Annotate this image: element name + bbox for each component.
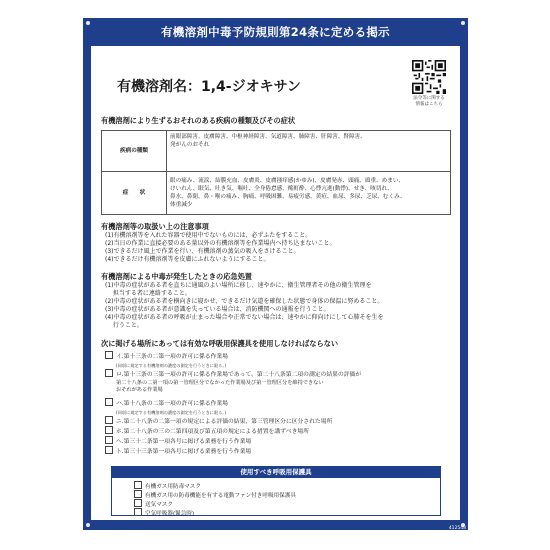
place-item-ha: ハ.第十八条の二第一項の許可に係る作業場 (同項に規定する有機溶剤の濃度の測定を行うときに限る。) — [105, 398, 228, 416]
symptom-label: 症 状 — [102, 172, 167, 215]
place-item-i: イ.第十三条の二第一項の許可に係る作業場 (同項に規定する有機溶剤の濃度の測定を行うときに限る。) — [105, 351, 228, 369]
checkbox[interactable] — [134, 508, 142, 516]
place-item-ni: ニ.第二十八条の二第一項の規定による評価の結果、第三管理区分に区分された場所 — [105, 416, 332, 427]
solvent-name: 有機溶剤名：1,4-ジオキサン — [117, 79, 301, 95]
place-item-ho: ホ.第二十八条の三の二第四項及び第五項の規定による措置を講ずべき場所 — [105, 426, 309, 437]
product-code: 412548 — [448, 526, 466, 531]
disease-type-label: 疾病の種類 — [102, 131, 167, 172]
respirator-item: 有機ガス用防毒マスク — [134, 481, 201, 490]
handling-list: (1)有機溶剤等を入れた容器で使用中でないものには、必ずふたをすること。 (2)当日の作業に直接必要のある量以外の有機溶剤等を作業場内へ持ち込まないこと。 (3)できるだけ風上で作業を行い、有機溶剤の蒸気の吸入をさけること。 (4)できるだけ有機溶剤等を皮膚にふれないようにすること。 — [105, 232, 336, 263]
section-header-respirator-places: 次に掲げる場所にあっては有効な呼吸用保護具を使用しなければならない — [101, 339, 339, 348]
disease-table — [101, 130, 451, 215]
qr-note: 法令等に関する 情報はこちら — [413, 96, 445, 107]
section-header-handling: 有機溶剤等の取扱い上の注意事項 — [101, 222, 209, 231]
checkbox[interactable] — [105, 436, 113, 444]
respirator-item: 有機ガス用の防毒機能を有する電動ファン付き呼吸用保護具 — [134, 490, 296, 499]
respirator-header: 使用すべき呼吸用保護具 — [111, 466, 441, 478]
place-item-to: ト.第三十三条第一項各号に掲げる業務を行う作業場 — [105, 446, 251, 457]
sign-board — [83, 18, 468, 530]
checkbox[interactable] — [105, 426, 113, 434]
content-panel — [91, 46, 460, 520]
section-header-first-aid: 有機溶剤による中毒が発生したときの応急処置 — [101, 272, 252, 281]
section-header-diseases: 有機溶剤により生ずるおそれのある疾病の種類及びその症状 — [101, 116, 296, 125]
checkbox[interactable] — [134, 499, 142, 507]
respirator-box — [111, 478, 441, 516]
disease-type-cell: 前眼部障害、皮膚障害、中枢神経障害、気道障害、肺障害、肝障害、腎障害、 発がんのおそれ — [167, 131, 451, 172]
symptom-cell: 眼の痛み、流涙、結膜充血、皮膚炎、皮膚掻痒感(かゆみ)、皮膚発赤、頭痛、頭重、めまい、 けいれん、眠気、吐き気、嘔吐、全身倦怠感、酩酊酔、心悸亢進(動悸)、せき、咳切れ、 鼻水、鼻閉、鼻・喉の痛み、胸痛、呼吸困難、易疲労感、黄疸、血尿、多尿、乏尿、むくみ、 体重減少 — [167, 172, 451, 215]
respirator-item: 空気呼吸器(緊急時) — [134, 508, 194, 517]
place-item-he: へ.第三十二条第一項各号に掲げる業務を行う作業場 — [105, 436, 251, 447]
mount-hole — [86, 523, 90, 527]
checkbox[interactable] — [134, 490, 142, 498]
first-aid-list: (1)中毒の症状がある者を直ちに通風のよい場所に移し、速やかに、衛生管理者その他の衛生管理を 担当する者に連絡すること。 (2)中毒の症状がある者を横向きに寝かせ、できるだけ気道を確保した状態で身体の保温に努めること。 (3)中毒の症状がある者が意識を失っている場合は、消防機関への通報を行うこと。 (4)中毒の症状がある者の呼吸が止まった場合や正常でない場合は、速やかに仰向けにして心肺そを生を 行うこと。 — [105, 282, 384, 329]
qr-code-icon[interactable] — [412, 60, 446, 94]
checkbox[interactable] — [134, 481, 142, 489]
place-item-ro: ロ.第十三条の三第一項の許可に係る作業場であって、第二十八条第二項の測定の結果の評価が 第二十八条の二第一項の第一管理区分でなかった作業場及び第一管理区分を維持できない おそれがある作業場 — [105, 369, 361, 395]
table-row — [102, 172, 451, 215]
checkbox[interactable] — [105, 351, 113, 359]
sign-title: 有機溶剤中毒予防規則第24条に定める掲示 — [160, 25, 390, 39]
checkbox[interactable] — [105, 446, 113, 454]
checkbox[interactable] — [105, 369, 113, 377]
checkbox[interactable] — [105, 416, 113, 424]
table-row — [102, 131, 451, 172]
checkbox[interactable] — [105, 398, 113, 406]
respirator-item: 送気マスク — [134, 499, 173, 508]
